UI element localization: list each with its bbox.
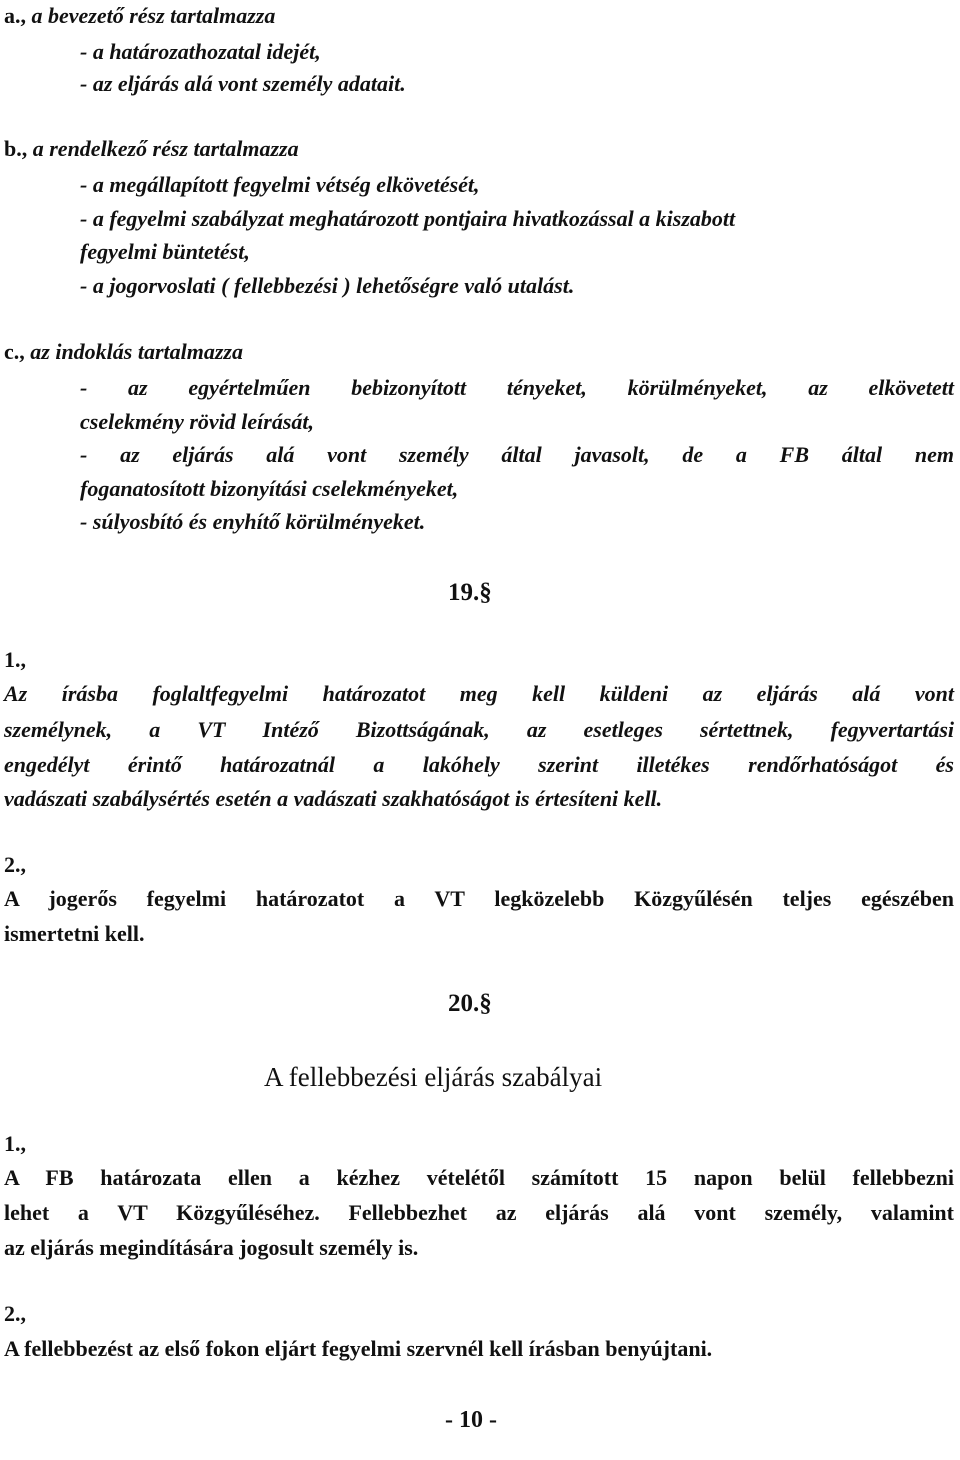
section-b-line: fegyelmi büntetést, (80, 239, 250, 264)
section-c-line: foganatosított bizonyítási cselekményeket, (80, 476, 459, 501)
section-b-heading (4, 135, 299, 163)
section-20-number: 20.§ (448, 990, 492, 1017)
section-19-p2-line: ismertetni kell. (4, 921, 145, 946)
section-a-item: - a határozathozatal idejét, (80, 39, 321, 64)
section-b-line: - a jogorvoslati ( fellebbezési ) lehetőségre való utalást. (80, 273, 575, 298)
section-19-p1-line: engedélyt érintő határozatnál a lakóhely szerint illetékes rendőrhatóságot és (4, 752, 954, 777)
section-19-p1-label: 1., (4, 647, 26, 672)
section-c-line: - súlyosbító és enyhítő körülményeket. (80, 509, 426, 534)
section-19-p1-line: Az írásba foglaltfegyelmi határozatot meg kell küldeni az eljárás alá vont (4, 681, 954, 706)
section-b-marker: b., (4, 136, 28, 161)
section-b-intro: a rendelkező rész tartalmazza (32, 136, 299, 161)
section-b-line: - a megállapított fegyelmi vétség elkövetését, (80, 172, 480, 197)
section-19-p2-label: 2., (4, 852, 26, 877)
section-c-line: - az eljárás alá vont személy által javasolt, de a FB által nem (80, 442, 954, 467)
section-20-p1-label: 1., (4, 1131, 26, 1156)
section-20-p1-line: lehet a VT Közgyűléséhez. Fellebbezhet az eljárás alá vont személy, valamint (4, 1200, 954, 1225)
section-a-heading (4, 2, 275, 30)
section-20-p2-line: A fellebbezést az első fokon eljárt fegyelmi szervnél kell írásban benyújtani. (4, 1336, 713, 1361)
section-19-p1-line: vadászati szabálysértés esetén a vadászati szakhatóságot is értesíteni kell. (4, 786, 663, 811)
section-b-line: - a fegyelmi szabályzat meghatározott pontjaira hivatkozással a kiszabott (80, 206, 736, 231)
section-c-line: - az egyértelműen bebizonyított tényeket, körülményeket, az elkövetett (80, 375, 954, 400)
section-20-p2-label: 2., (4, 1301, 26, 1326)
section-c-marker: c., (4, 339, 25, 364)
section-c-line: cselekmény rövid leírását, (80, 409, 315, 434)
section-a-intro: a bevezető rész tartalmazza (31, 3, 276, 28)
section-a-marker: a., (4, 3, 26, 28)
page-number: - 10 - (445, 1407, 497, 1433)
section-19-p2-line: A jogerős fegyelmi határozatot a VT legközelebb Közgyűlésén teljes egészében (4, 886, 954, 911)
section-20-title: A fellebbezési eljárás szabályai (264, 1062, 603, 1092)
section-19-number: 19.§ (448, 579, 492, 606)
section-a-item: - az eljárás alá vont személy adatait. (80, 71, 406, 96)
section-19-p1-line: személynek, a VT Intéző Bizottságának, az esetleges sértettnek, fegyvertartási (4, 717, 954, 742)
section-20-p1-line: A FB határozata ellen a kézhez vételétől számított 15 napon belül fellebbezni (4, 1165, 954, 1190)
section-c-intro: az indoklás tartalmazza (30, 339, 243, 364)
section-c-heading (4, 338, 243, 366)
section-20-p1-line: az eljárás megindítására jogosult személy is. (4, 1235, 419, 1260)
